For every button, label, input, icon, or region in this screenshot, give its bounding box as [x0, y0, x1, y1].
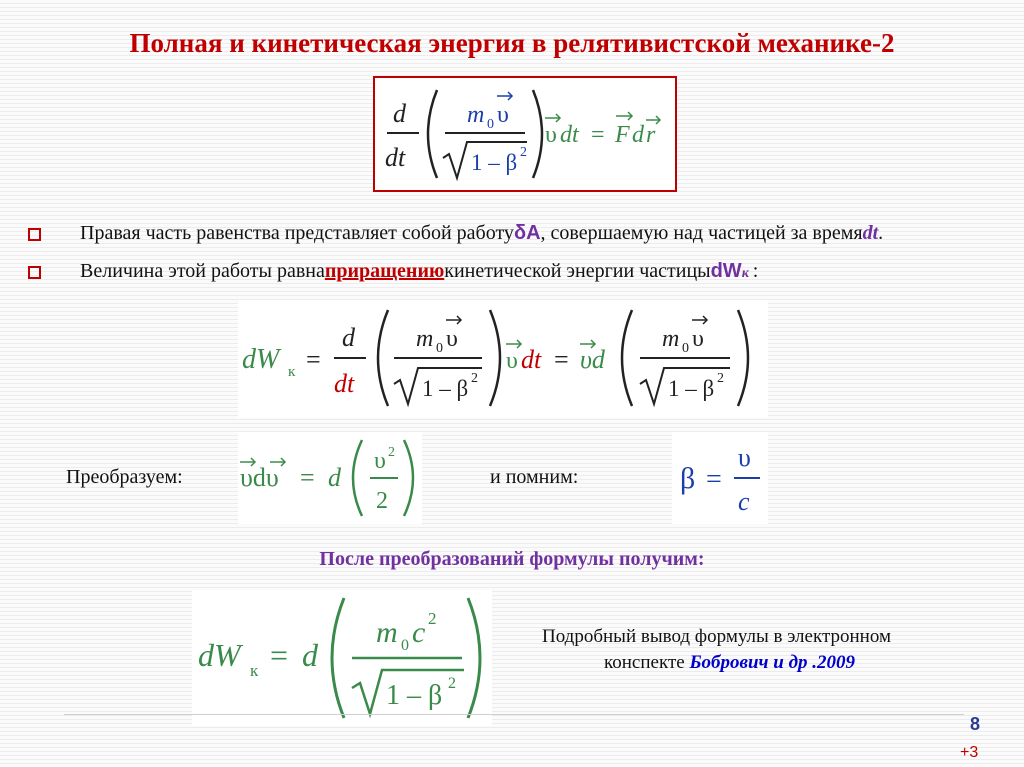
f1-rhs-dt: dt: [560, 122, 579, 148]
formula-result: [192, 590, 492, 726]
bullet-marker-1: [28, 228, 41, 241]
tr-num-sq: 2: [388, 445, 395, 460]
b2-var-sub: к: [741, 266, 749, 281]
f3-c-sq: 2: [428, 609, 437, 628]
bullet-marker-2: [28, 266, 41, 279]
f1-rhs-v: υ: [545, 122, 557, 148]
f3-m: m: [376, 616, 398, 649]
f1-d: d: [393, 99, 406, 128]
f1-r: r: [646, 122, 656, 148]
f2-m-sub-b: 0: [682, 341, 689, 356]
f2-m-b: m: [662, 326, 680, 352]
f2-one-minus-beta: 1 – β: [422, 376, 469, 401]
f2-m-sub: 0: [436, 341, 443, 356]
formula-transform: [238, 432, 422, 524]
f1-sq: 2: [520, 145, 527, 160]
f3-dW: dW: [198, 637, 241, 673]
beta-eq: =: [706, 464, 722, 495]
tr-lhs: υdυ: [240, 463, 279, 492]
b2-highlight: приращению: [324, 260, 445, 282]
transform-label: Преобразуем:: [66, 466, 183, 488]
f2-v: υ: [506, 348, 518, 374]
formula-beta-box: [672, 432, 768, 524]
f2-eq2: =: [554, 345, 569, 374]
note-prefix: конспекте: [604, 652, 690, 673]
tr-num: υ: [374, 448, 386, 474]
formula-beta: [672, 432, 768, 524]
f2-sub: к: [288, 364, 296, 380]
b1-highlight: δA: [513, 222, 541, 244]
note-reference: Бобрович и др .2009: [689, 652, 856, 673]
f3-d: d: [302, 637, 318, 673]
b2-before: Величина этой работы равна: [80, 260, 325, 282]
b1-end: .: [878, 222, 884, 244]
beta-num: υ: [738, 443, 751, 472]
note-line-2: [604, 652, 855, 674]
f2-sq-b: 2: [717, 371, 724, 386]
f3-one-minus-beta: 1 – β: [386, 680, 443, 711]
formula-work-box: [373, 76, 677, 192]
f1-m-sub: 0: [487, 117, 494, 132]
f2-upsilon: υ: [446, 326, 458, 352]
f1-dt: dt: [385, 143, 406, 172]
tr-den: 2: [376, 488, 388, 514]
f2-sq: 2: [471, 371, 478, 386]
footer-rule: [64, 714, 964, 715]
formula-transform-box: [238, 432, 422, 524]
slide-title: Полная и кинетическая энергия в релятивистской механике-2: [129, 28, 895, 58]
after-heading: После преобразований формулы получим:: [319, 548, 705, 570]
tr-d: d: [328, 463, 341, 492]
remember-label: и помним:: [490, 466, 579, 488]
b2-end: :: [752, 260, 759, 282]
formula-result-box: [192, 590, 492, 726]
f1-F: F: [615, 122, 630, 148]
f3-m-sub: 0: [401, 637, 409, 654]
f1-one-minus-beta: 1 – β: [471, 150, 518, 175]
slide-number: 8: [970, 714, 981, 734]
formula-dwk-box: [238, 300, 768, 418]
f1-d2: d: [632, 122, 644, 148]
note-line-1: Подробный вывод формулы в электронном: [542, 626, 891, 647]
f1-eq: =: [591, 122, 605, 148]
f3-eq: =: [270, 637, 289, 673]
f1-upsilon: υ: [497, 102, 509, 128]
formula-work: [375, 78, 675, 190]
slide-counter[interactable]: +3: [960, 744, 979, 761]
f2-m: m: [416, 326, 434, 352]
b1-var: dt: [862, 222, 879, 244]
f2-vdt: dt: [521, 345, 542, 374]
bullet-text-2: [80, 260, 758, 283]
beta-sym: β: [680, 462, 696, 495]
b1-before: Правая часть равенства представляет собой работу: [80, 222, 514, 244]
f2-d: d: [342, 323, 355, 352]
formula-dwk: [238, 300, 768, 418]
b1-after: , совершаемую над частицей за время: [540, 222, 863, 244]
f3-sq: 2: [448, 675, 456, 692]
f3-c: c: [412, 616, 426, 649]
f2-dt: dt: [334, 369, 355, 398]
b2-var: dW: [710, 260, 742, 282]
f2-dW: dW: [242, 344, 280, 375]
beta-den: c: [738, 487, 750, 516]
f2-one-minus-beta-b: 1 – β: [668, 376, 715, 401]
f1-m: m: [467, 102, 485, 128]
f3-sub: к: [250, 661, 259, 680]
f2-vd: υd: [580, 345, 605, 374]
bullet-text-1: [80, 222, 883, 245]
f2-eq1: =: [306, 345, 321, 374]
b2-after: кинетической энергии частицы: [444, 260, 711, 282]
tr-eq: =: [300, 463, 315, 492]
f2-upsilon-b: υ: [692, 326, 704, 352]
